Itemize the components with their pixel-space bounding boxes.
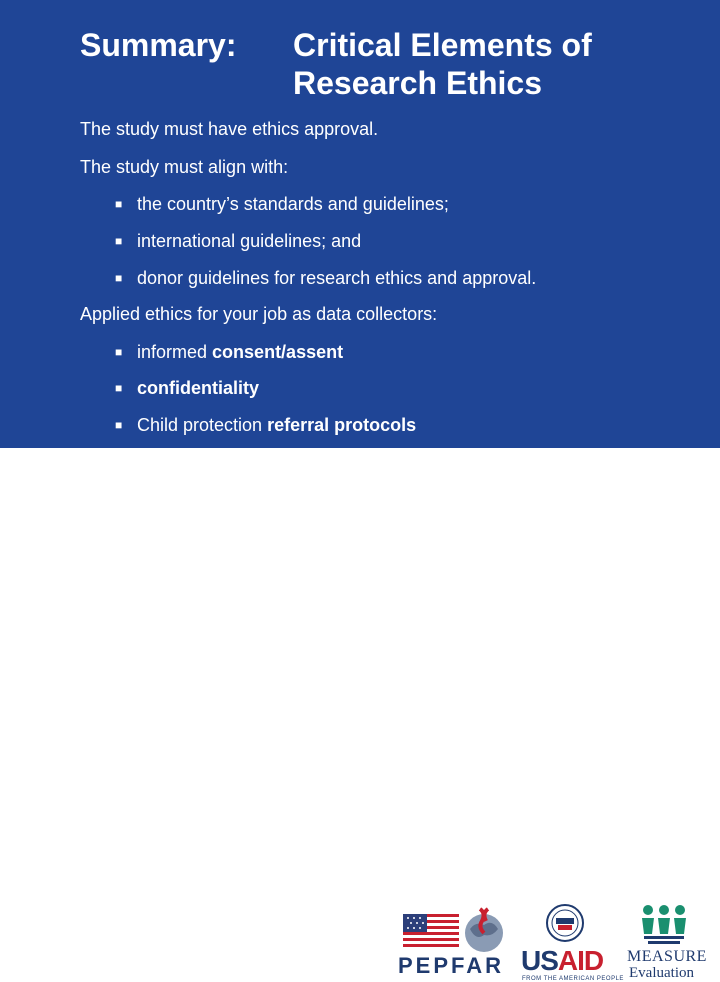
usaid-us-text: US xyxy=(521,945,558,976)
bullet-item xyxy=(115,414,416,436)
square-bullet-icon: ■ xyxy=(115,381,123,395)
bullet-text-bold: consent/assent xyxy=(212,342,344,362)
pepfar-globe-icon xyxy=(462,907,506,955)
title-line-2: Research Ethics xyxy=(293,65,543,101)
measure-logo-text: MEASURE xyxy=(627,948,707,965)
logo-footer xyxy=(0,448,720,982)
bullet-text-bold: confidentiality xyxy=(137,378,260,398)
square-bullet-icon: ■ xyxy=(115,234,123,248)
measure-people-icon xyxy=(640,904,688,948)
square-bullet-icon: ■ xyxy=(115,418,123,432)
usaid-logo-text xyxy=(521,945,603,977)
bullet-text-normal: Child protection xyxy=(137,415,268,435)
bullet-text-normal: informed xyxy=(137,342,213,362)
bullet-text: donor guidelines for research ethics and approval. xyxy=(137,268,537,288)
bullet-text: international guidelines; and xyxy=(137,231,362,251)
title-line-1: Critical Elements of xyxy=(293,27,592,63)
bullet-item xyxy=(115,267,536,289)
usaid-seal-icon xyxy=(545,903,585,943)
evaluation-logo-text: Evaluation xyxy=(629,965,694,981)
paragraph-align-with: The study must align with: xyxy=(80,157,289,177)
slide-content-area xyxy=(0,0,720,448)
bullet-text: the country’s standards and guidelines; xyxy=(137,194,449,214)
us-flag-icon xyxy=(403,914,459,950)
bullet-item xyxy=(115,341,343,363)
bullet-item xyxy=(115,230,361,252)
paragraph-ethics-approval: The study must have ethics approval. xyxy=(80,119,379,139)
usaid-tagline: FROM THE AMERICAN PEOPLE xyxy=(522,976,624,982)
title-label: Summary: xyxy=(80,27,237,63)
bullet-item xyxy=(115,377,259,399)
bullet-text-bold: referral protocols xyxy=(267,415,417,435)
usaid-aid-text: AID xyxy=(557,945,604,976)
pepfar-logo-text: PEPFAR xyxy=(398,953,505,978)
square-bullet-icon: ■ xyxy=(115,345,123,359)
paragraph-applied-ethics: Applied ethics for your job as data collectors: xyxy=(80,304,438,324)
square-bullet-icon: ■ xyxy=(115,271,123,285)
title-text xyxy=(293,26,653,102)
bullet-item xyxy=(115,193,449,215)
square-bullet-icon: ■ xyxy=(115,197,123,211)
